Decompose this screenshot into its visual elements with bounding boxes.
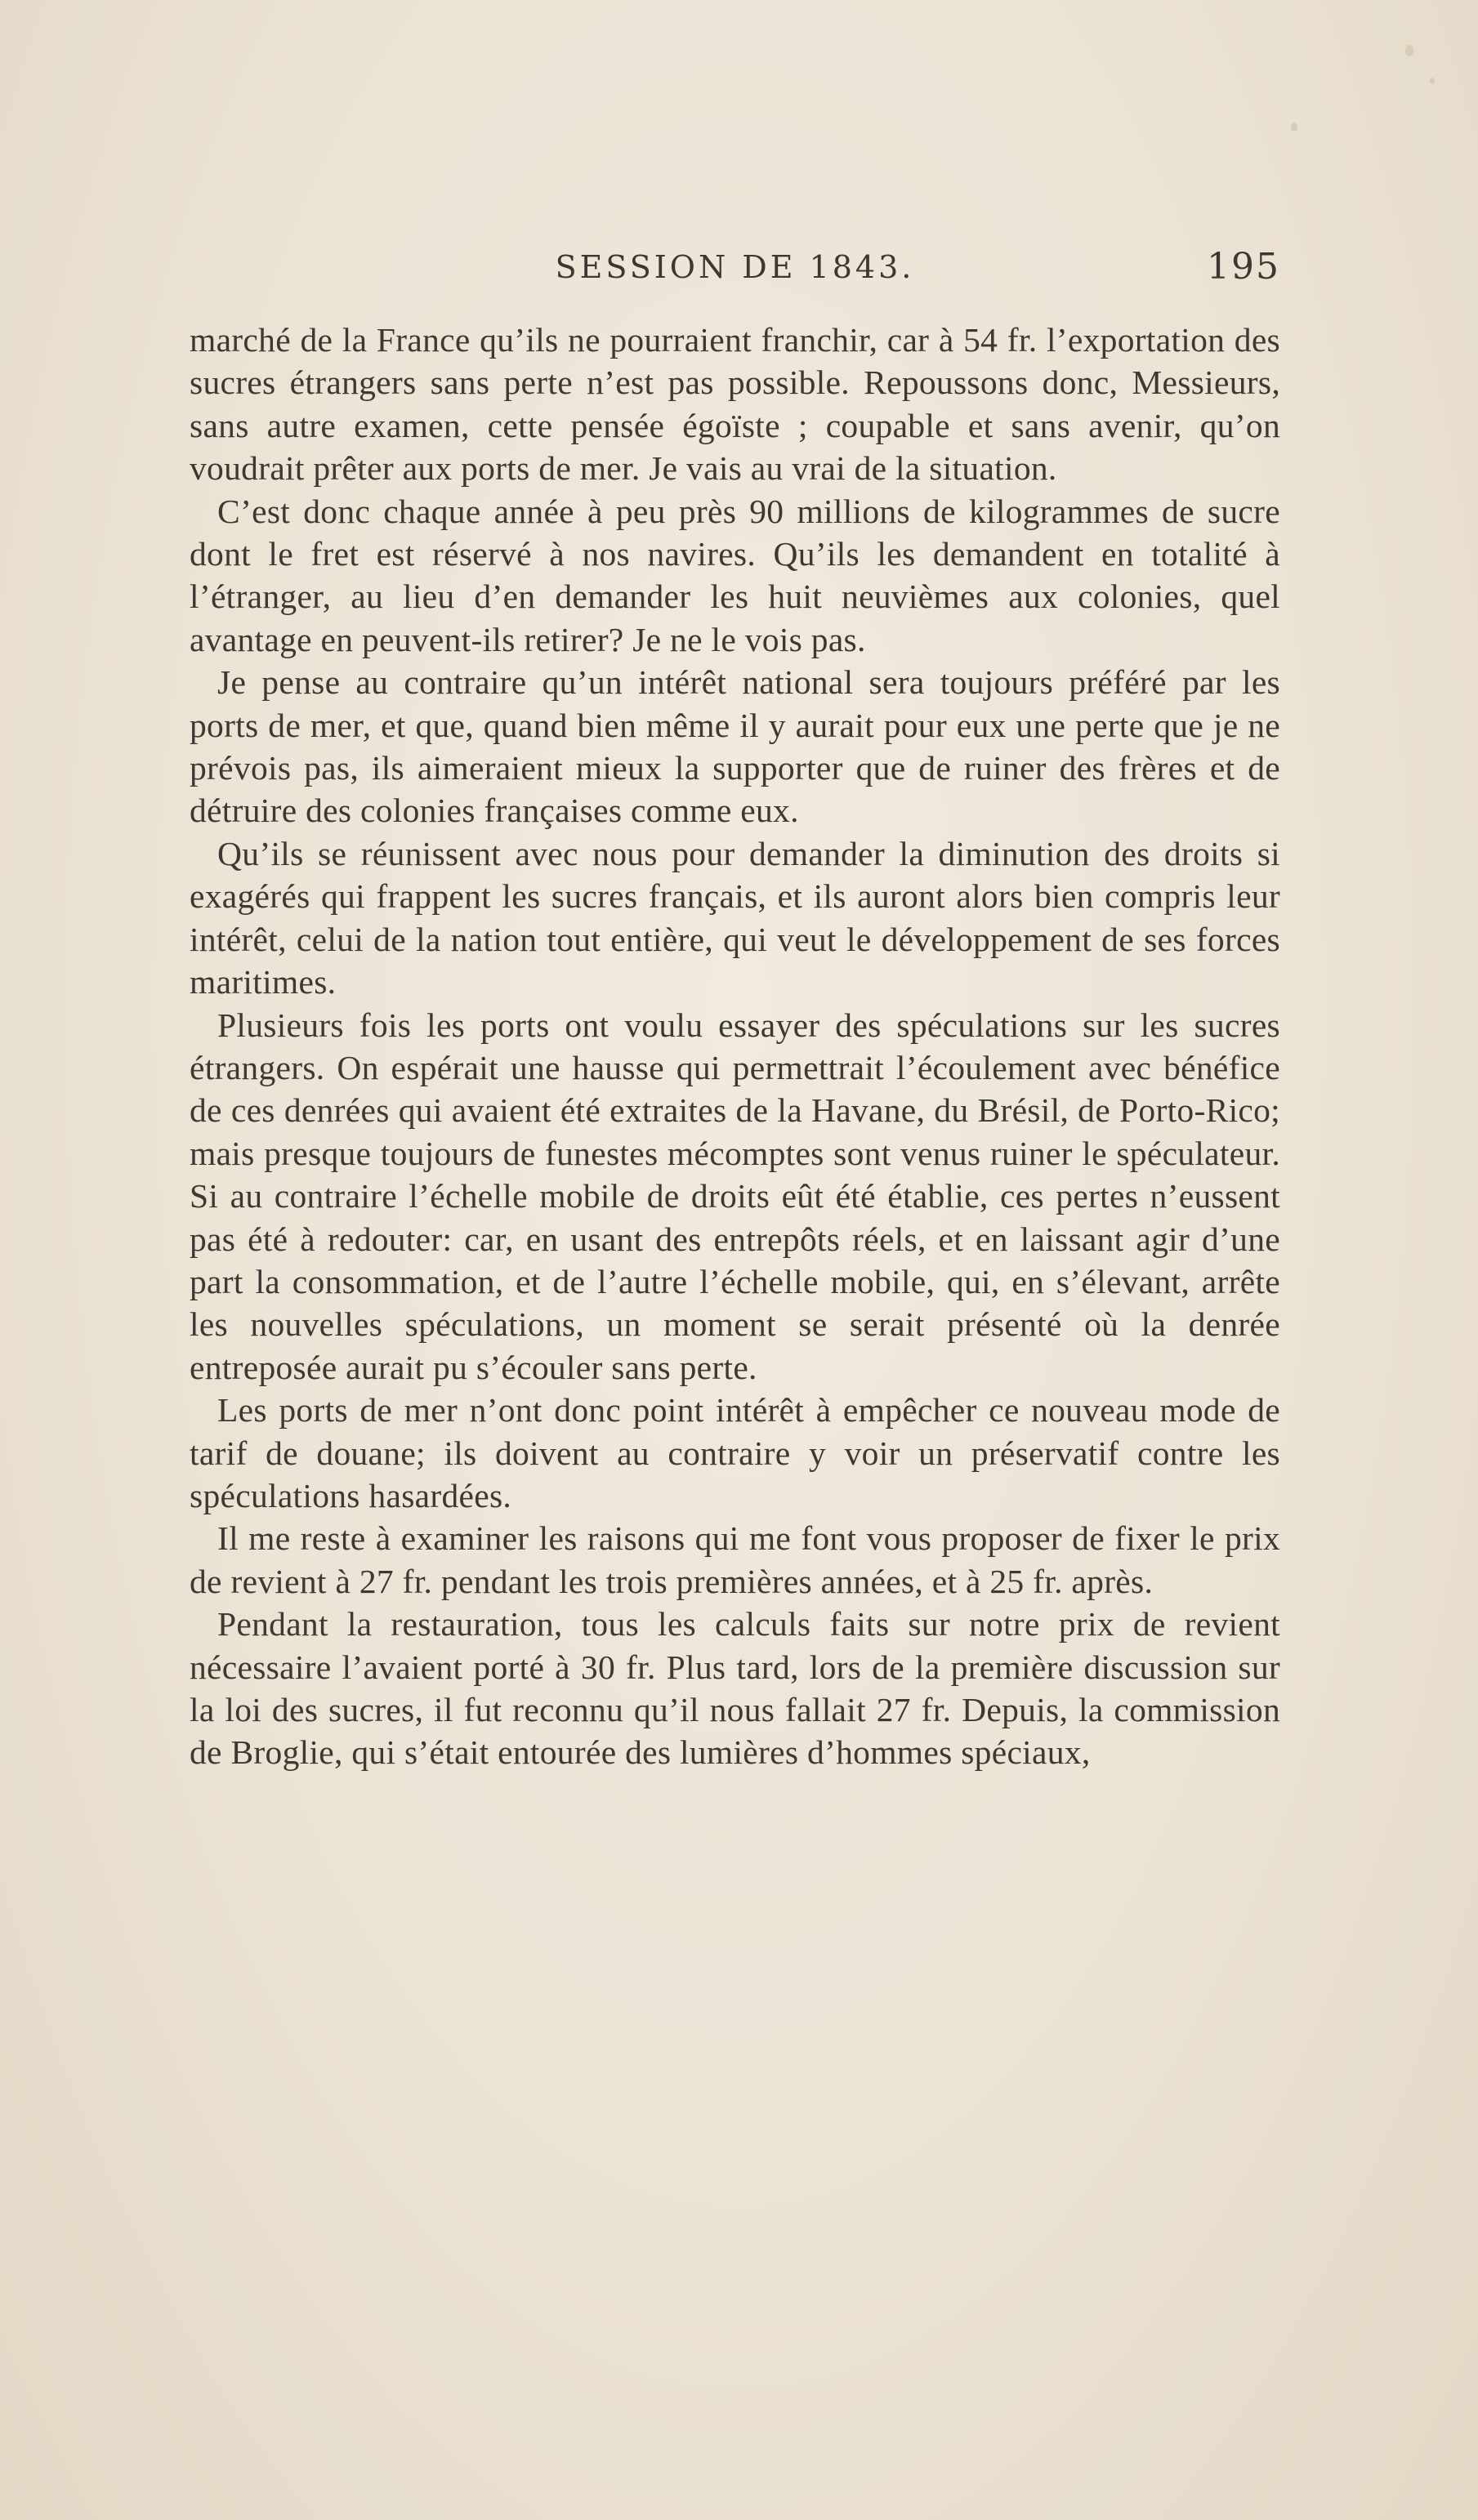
running-head <box>190 246 1280 306</box>
paragraph: C’est donc chaque année à peu près 90 millions de kilogrammes de sucre dont le fret est réservé à nos navires. Qu’ils les demandent en totalité à l’étranger, au lieu d’en demander les huit neuvièmes aux colonies, quel avantage en peuvent-ils retirer? Je ne le vois pas. <box>190 492 1280 658</box>
paper-spot <box>1405 45 1413 56</box>
paragraph: Pendant la restauration, tous les calculs faits sur notre prix de revient nécessaire l’avaient porté à 30 fr. Plus tard, lors de la première discussion sur la loi des sucres, il fut reconnu qu’il nous fallait 27 fr. Depuis, la commission de Broglie, qui s’était entourée des lumières d’hommes spéciaux, <box>190 1605 1280 1772</box>
paragraph: Il me reste à examiner les raisons qui me font vous proposer de fixer le prix de revient à 27 fr. pendant les trois premières années, et à 25 fr. après. <box>190 1519 1280 1600</box>
body-text <box>190 319 1280 1774</box>
paper-spot <box>1291 123 1297 132</box>
paragraph: marché de la France qu’ils ne pourraient franchir, car à 54 fr. l’exportation des sucres étrangers sans perte n’est pas possible. Repoussons donc, Messieurs, sans autre examen, cette pensée égoïste ; coupable et sans avenir, qu’on voudrait prêter aux ports de mer. Je vais au vrai de la situation. <box>190 321 1280 488</box>
paragraph: Plusieurs fois les ports ont voulu essayer des spéculations sur les sucres étrangers. On espérait une hausse qui permettrait l’écoulement avec bénéfice de ces denrées qui avaient été extraites de la Havane, du Brésil, de Porto-Rico; mais presque toujours de funestes mécomptes sont venus ruiner le spéculateur. Si au contraire l’échelle mobile de droits eût été établie, ces pertes n’eussent pas été à redouter: car, en usant des entrepôts réels, et en laissant agir d’une part la consommation, et de l’autre l’échelle mobile, qui, en s’élevant, arrête les nouvelles spéculations, un moment se serait présenté où la denrée entreposée aurait pu s’écouler sans perte. <box>190 1006 1280 1386</box>
running-title: SESSION DE 1843. <box>555 249 915 285</box>
paper-spot <box>1430 78 1435 84</box>
paragraph: Les ports de mer n’ont donc point intérêt à empêcher ce nouveau mode de tarif de douane; ils doivent au contraire y voir un préservatif contre les spéculations hasardées. <box>190 1391 1280 1514</box>
paragraph: Qu’ils se réunissent avec nous pour demander la diminution des droits si exagérés qui frappent les sucres français, et ils auront alors bien compris leur intérêt, celui de la nation tout entière, qui veut le développement de ses forces maritimes. <box>190 834 1280 1001</box>
page-number: 195 <box>1207 246 1280 288</box>
paragraph: Je pense au contraire qu’un intérêt national sera toujours préféré par les ports de mer, et que, quand bien même il y aurait pour eux une perte que je ne prévois pas, ils aimeraient mieux la supporter que de ruiner des frères et de détruire des colonies françaises comme eux. <box>190 663 1280 830</box>
